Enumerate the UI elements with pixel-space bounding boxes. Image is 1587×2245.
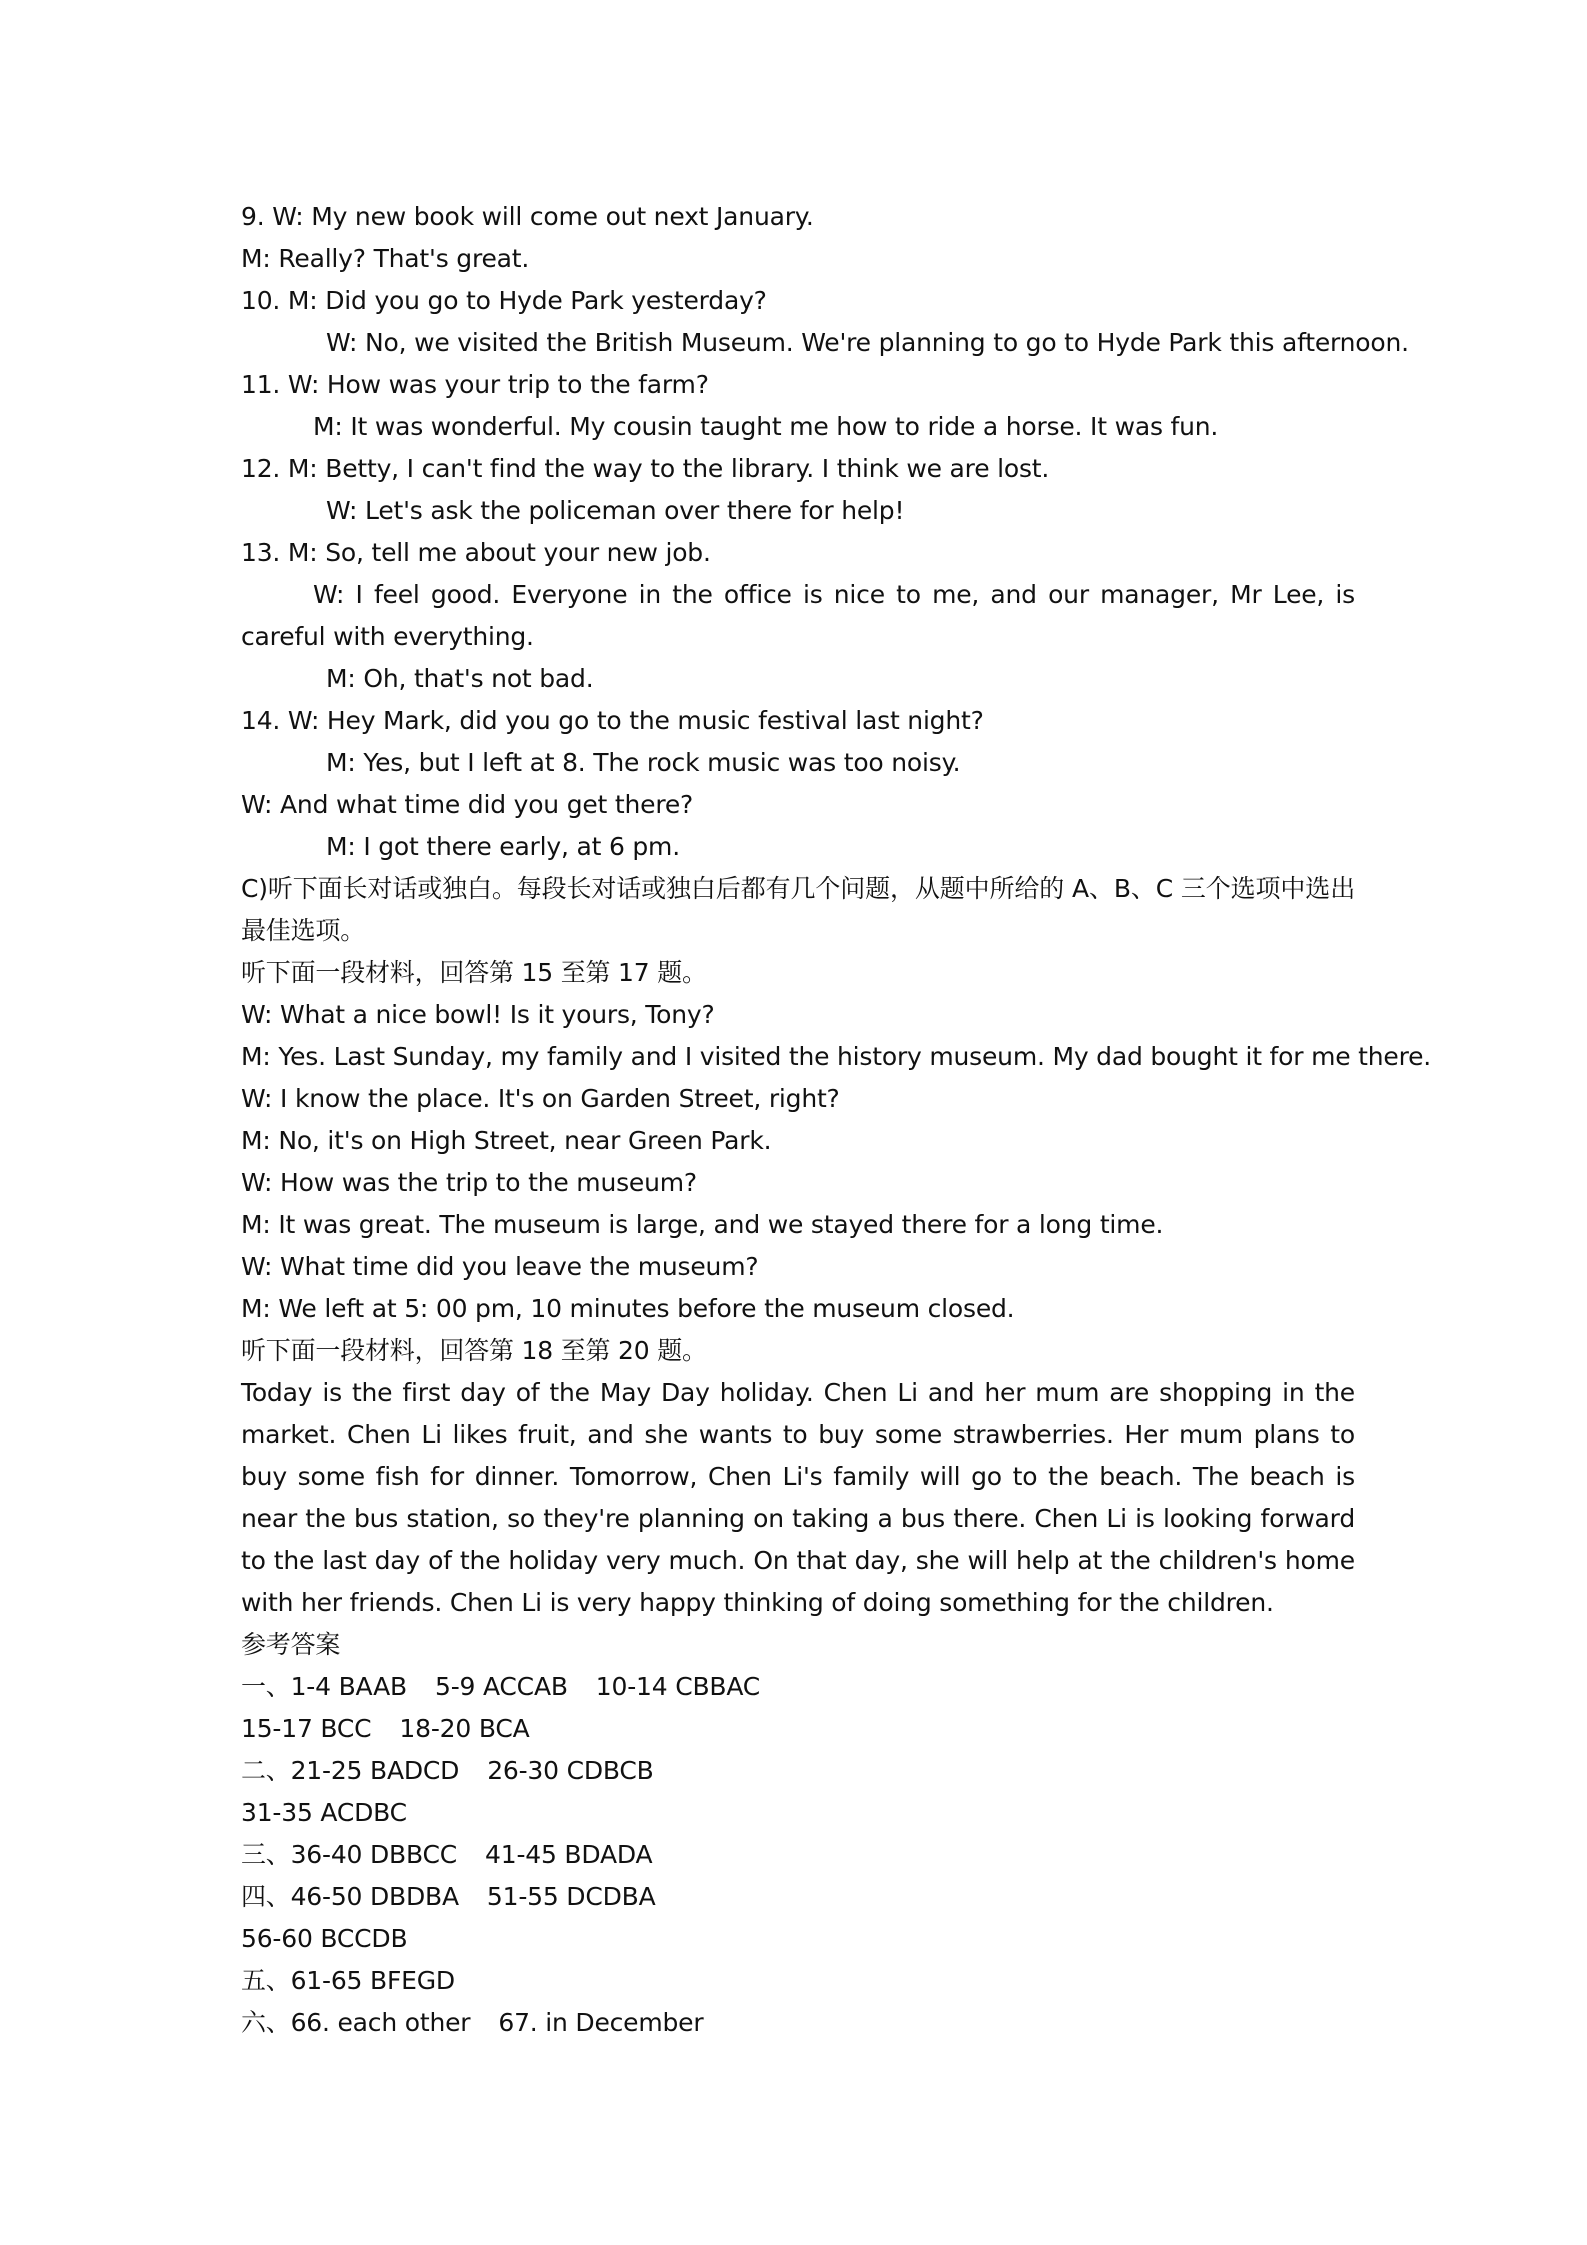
- dialogue-line: W: How was the trip to the museum?: [241, 1168, 697, 1197]
- answer-row: [241, 1834, 1355, 1876]
- dialogue-paragraph: W: I feel good. Everyone in the office is nice to me, and our manager, Mr Lee, is careful with everything.: [241, 580, 1355, 651]
- answer-group: 41-45 BDADA: [485, 1840, 653, 1869]
- answer-key: [241, 1666, 1355, 2044]
- dialogue-line: M: Really? That's great.: [241, 244, 530, 273]
- answer-row: [241, 1708, 1355, 1750]
- answer-group: 15-17 BCC: [241, 1714, 372, 1743]
- answer-group: 56-60 BCCDB: [241, 1924, 408, 1953]
- dialogue-line: M: Oh, that's not bad.: [326, 664, 594, 693]
- dialogue-line: M: We left at 5: 00 pm, 10 minutes before the museum closed.: [241, 1294, 1015, 1323]
- answers-title: 参考答案: [241, 1630, 341, 1659]
- dialogue-line: 13. M: So, tell me about your new job.: [241, 538, 711, 567]
- answer-row: [241, 1792, 1355, 1834]
- dialogue-line: 11. W: How was your trip to the farm?: [241, 370, 709, 399]
- monologue-paragraph: Today is the first day of the May Day holiday. Chen Li and her mum are shopping in the market. Chen Li likes fruit, and she wants to buy some strawberries. Her mum plans to buy some fish for dinner. Tomorrow, Chen Li's family will go to the beach. The beach is near the bus station, so they're planning on taking a bus there. Chen Li is looking forward to the last day of the holiday very much. On that day, she will help at the children's home with her friends. Chen Li is very happy thinking of doing something for the children.: [241, 1378, 1355, 1617]
- answer-row: [241, 1918, 1355, 1960]
- answer-group: 18-20 BCA: [399, 1714, 530, 1743]
- answer-group: 26-30 CDBCB: [487, 1756, 654, 1785]
- answer-group: 31-35 ACDBC: [241, 1798, 407, 1827]
- dialogue-line: M: Yes. Last Sunday, my family and I visited the history museum. My dad bought it for me there.: [241, 1042, 1432, 1071]
- answer-group: 一、1-4 BAAB: [241, 1672, 407, 1701]
- dialogue-line: W: I know the place. It's on Garden Street, right?: [241, 1084, 840, 1113]
- dialogue-line: M: No, it's on High Street, near Green Park.: [241, 1126, 772, 1155]
- dialogue-line: M: It was great. The museum is large, and we stayed there for a long time.: [241, 1210, 1164, 1239]
- answer-group: 5-9 ACCAB: [434, 1672, 568, 1701]
- dialogue-line: M: It was wonderful. My cousin taught me how to ride a horse. It was fun.: [313, 412, 1219, 441]
- answer-row: [241, 2002, 1355, 2044]
- dialogue-line: 14. W: Hey Mark, did you go to the music festival last night?: [241, 706, 984, 735]
- answer-group: 四、46-50 DBDBA: [241, 1882, 459, 1911]
- answer-group: 五、61-65 BFEGD: [241, 1966, 455, 1995]
- passage-intro: 听下面一段材料，回答第 18 至第 20 题。: [241, 1336, 707, 1365]
- answer-group: 六、66. each other: [241, 2008, 471, 2037]
- answer-group: 二、21-25 BADCD: [241, 1756, 460, 1785]
- answer-row: [241, 1876, 1355, 1918]
- answer-group: 10-14 CBBAC: [595, 1672, 761, 1701]
- dialogue-line: M: Yes, but I left at 8. The rock music was too noisy.: [326, 748, 961, 777]
- dialogue-line: W: And what time did you get there?: [241, 790, 694, 819]
- dialogue-line: W: What a nice bowl! Is it yours, Tony?: [241, 1000, 715, 1029]
- answer-row: [241, 1960, 1355, 2002]
- answer-group: 三、36-40 DBBCC: [241, 1840, 458, 1869]
- document-page: [241, 196, 1432, 2044]
- dialogue-line: W: What time did you leave the museum?: [241, 1252, 759, 1281]
- section-c-instruction: C)听下面长对话或独白。每段长对话或独白后都有几个问题，从题中所给的 A、B、C 三个选项中选出最佳选项。: [241, 874, 1355, 945]
- answer-row: [241, 1666, 1355, 1708]
- dialogue-line: 10. M: Did you go to Hyde Park yesterday?: [241, 286, 767, 315]
- answer-group: 51-55 DCDBA: [486, 1882, 656, 1911]
- dialogue-line: W: No, we visited the British Museum. We're planning to go to Hyde Park this afternoon.: [326, 328, 1409, 357]
- passage-intro: 听下面一段材料，回答第 15 至第 17 题。: [241, 958, 707, 987]
- dialogue-line: 12. M: Betty, I can't find the way to the library. I think we are lost.: [241, 454, 1050, 483]
- answer-group: 67. in December: [498, 2008, 704, 2037]
- answer-row: [241, 1750, 1355, 1792]
- dialogue-line: W: Let's ask the policeman over there for help!: [326, 496, 905, 525]
- dialogue-line: 9. W: My new book will come out next January.: [241, 202, 814, 231]
- dialogue-line: M: I got there early, at 6 pm.: [326, 832, 680, 861]
